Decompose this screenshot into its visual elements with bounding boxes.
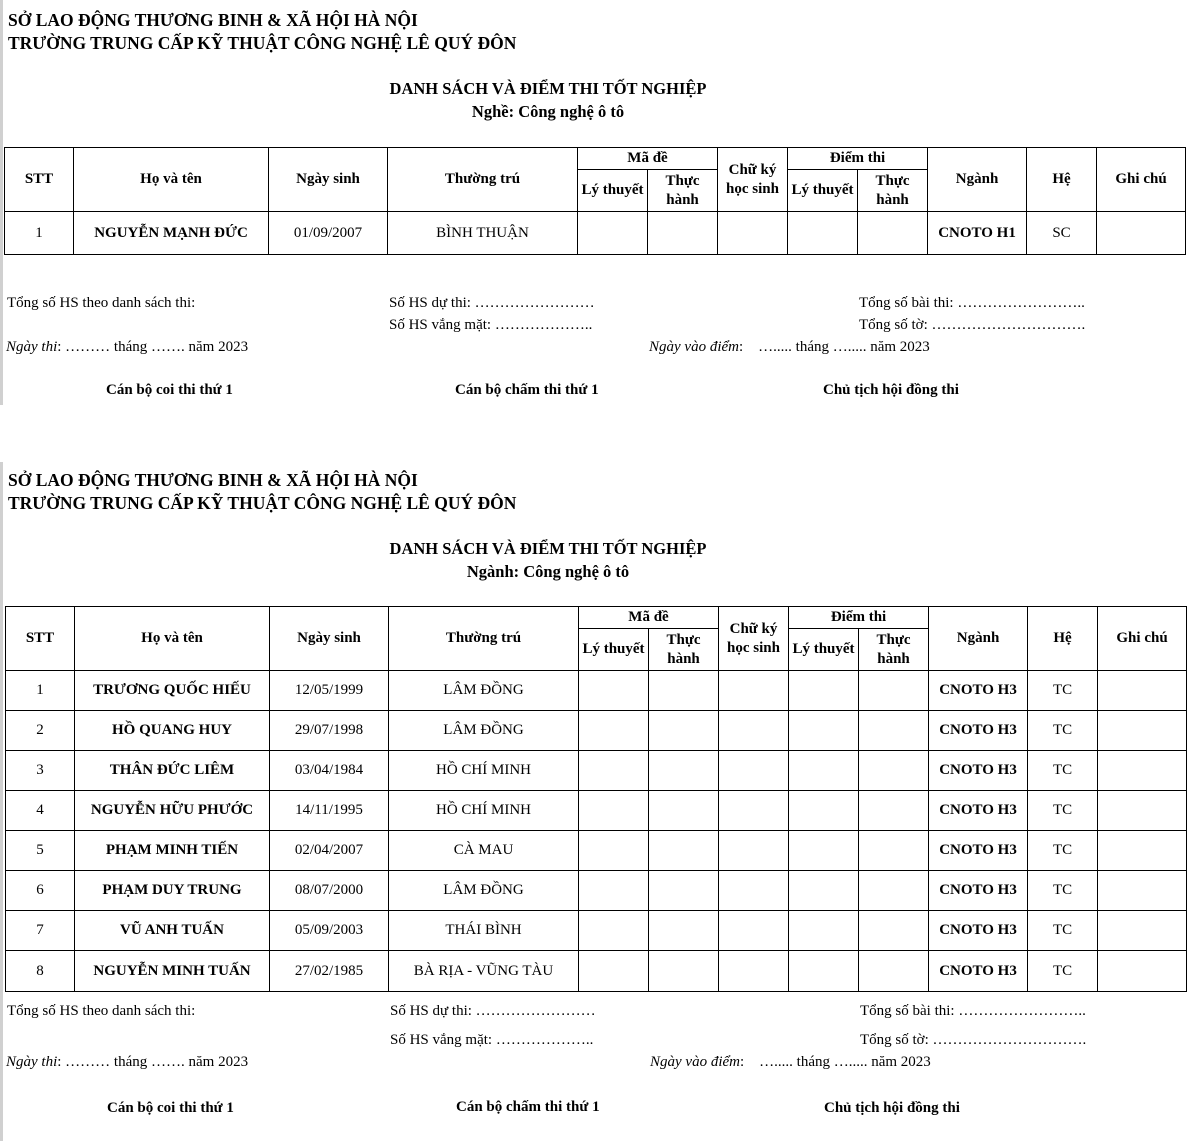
school-name: TRƯỜNG TRUNG CẤP KỸ THUẬT CÔNG NGHỆ LÊ QUÝ ĐÔN xyxy=(8,33,517,53)
score-date-value: : …..... tháng …..... năm 2023 xyxy=(739,1054,931,1070)
cell-major: CNOTO H3 xyxy=(929,911,1028,951)
document-title: DANH SÁCH VÀ ĐIỂM THI TỐT NGHIỆP xyxy=(389,79,707,98)
header-residence: Thường trú xyxy=(389,607,579,671)
cell-major: CNOTO H3 xyxy=(929,831,1028,871)
present-count: Số HS dự thi: …………………… xyxy=(389,295,595,311)
header-score-practice: Thực hành xyxy=(858,170,928,212)
header-residence: Thường trú xyxy=(388,148,578,212)
header-signature: Chữ ký học sinh xyxy=(719,607,789,671)
cell-dob: 03/04/1984 xyxy=(270,751,389,791)
cell-exam-code-theory[interactable] xyxy=(579,951,649,992)
cell-exam-code-theory[interactable] xyxy=(579,791,649,831)
cell-system: TC xyxy=(1028,671,1098,711)
cell-system: TC xyxy=(1028,871,1098,911)
cell-note[interactable] xyxy=(1098,831,1187,871)
cell-score-theory[interactable] xyxy=(789,871,859,911)
cell-score-practice[interactable] xyxy=(859,871,929,911)
present-count: Số HS dự thi: …………………… xyxy=(390,1003,596,1019)
student-table xyxy=(4,147,1186,255)
cell-exam-code-practice[interactable] xyxy=(648,212,718,255)
cell-note[interactable] xyxy=(1098,871,1187,911)
cell-name: HỒ QUANG HUY xyxy=(75,711,270,751)
total-list-label: Tổng số HS theo danh sách thi: xyxy=(7,1003,196,1019)
header-note: Ghi chú xyxy=(1097,148,1186,212)
cell-signature[interactable] xyxy=(719,951,789,992)
table-row xyxy=(6,751,1187,791)
cell-residence: BÀ RỊA - VŨNG TÀU xyxy=(389,951,579,992)
header-system: Hệ xyxy=(1027,148,1097,212)
cell-exam-code-practice[interactable] xyxy=(649,871,719,911)
cell-exam-code-practice[interactable] xyxy=(649,671,719,711)
cell-system: TC xyxy=(1028,831,1098,871)
header-score: Điểm thi xyxy=(788,148,928,170)
cell-exam-code-theory[interactable] xyxy=(579,671,649,711)
score-date xyxy=(650,1053,931,1071)
signature-chairman: Chủ tịch hội đồng thi xyxy=(824,1100,960,1116)
cell-score-practice[interactable] xyxy=(858,212,928,255)
cell-residence: LÂM ĐỒNG xyxy=(389,671,579,711)
cell-residence: HỒ CHÍ MINH xyxy=(389,791,579,831)
signature-proctor: Cán bộ coi thi thứ 1 xyxy=(107,1100,234,1116)
header-exam-code-practice: Thực hành xyxy=(649,629,719,671)
cell-system: TC xyxy=(1028,951,1098,992)
cell-exam-code-theory[interactable] xyxy=(579,911,649,951)
school-name: TRƯỜNG TRUNG CẤP KỸ THUẬT CÔNG NGHỆ LÊ QUÝ ĐÔN xyxy=(8,493,517,513)
cell-note[interactable] xyxy=(1097,212,1186,255)
cell-score-practice[interactable] xyxy=(859,711,929,751)
cell-dob: 05/09/2003 xyxy=(270,911,389,951)
exam-date-value: : ……… tháng ……. năm 2023 xyxy=(57,339,249,355)
header-score-theory: Lý thuyết xyxy=(789,629,859,671)
cell-major: CNOTO H3 xyxy=(929,671,1028,711)
cell-note[interactable] xyxy=(1098,711,1187,751)
sheet-edge-gridline xyxy=(0,0,3,405)
table-row xyxy=(6,671,1187,711)
cell-name: THÂN ĐỨC LIÊM xyxy=(75,751,270,791)
cell-signature[interactable] xyxy=(719,791,789,831)
cell-name: TRƯƠNG QUỐC HIẾU xyxy=(75,671,270,711)
cell-exam-code-practice[interactable] xyxy=(649,711,719,751)
student-rows xyxy=(6,671,1187,992)
cell-stt: 7 xyxy=(6,911,75,951)
header-score: Điểm thi xyxy=(789,607,929,629)
cell-score-practice[interactable] xyxy=(859,911,929,951)
header-score-theory: Lý thuyết xyxy=(788,170,858,212)
cell-score-practice[interactable] xyxy=(859,831,929,871)
cell-note[interactable] xyxy=(1098,671,1187,711)
cell-note[interactable] xyxy=(1098,911,1187,951)
document-subtitle: Ngành: Công nghệ ô tô xyxy=(466,562,630,581)
cell-residence: LÂM ĐỒNG xyxy=(389,871,579,911)
absent-count: Số HS vắng mặt: ……………….. xyxy=(389,317,593,333)
absent-count: Số HS vắng mặt: ……………….. xyxy=(390,1032,594,1048)
table-row xyxy=(6,911,1187,951)
cell-system: TC xyxy=(1028,791,1098,831)
cell-stt: 8 xyxy=(6,951,75,992)
cell-system: SC xyxy=(1027,212,1097,255)
cell-score-theory[interactable] xyxy=(789,791,859,831)
header-dob: Ngày sinh xyxy=(269,148,388,212)
cell-system: TC xyxy=(1028,911,1098,951)
exam-date-label: Ngày thi xyxy=(6,1054,58,1070)
signature-proctor: Cán bộ coi thi thứ 1 xyxy=(106,382,233,398)
cell-residence: LÂM ĐỒNG xyxy=(389,711,579,751)
cell-name: NGUYỄN HỮU PHƯỚC xyxy=(75,791,270,831)
cell-name: NGUYỄN MINH TUẤN xyxy=(75,951,270,992)
cell-note[interactable] xyxy=(1098,951,1187,992)
cell-stt: 2 xyxy=(6,711,75,751)
header-stt: STT xyxy=(5,148,74,212)
cell-residence: HỒ CHÍ MINH xyxy=(389,751,579,791)
cell-residence: THÁI BÌNH xyxy=(389,911,579,951)
signature-chairman: Chủ tịch hội đồng thi xyxy=(823,382,959,398)
student-table xyxy=(5,606,1187,992)
cell-name: PHẠM MINH TIẾN xyxy=(75,831,270,871)
header-stt: STT xyxy=(6,607,75,671)
cell-score-theory[interactable] xyxy=(789,951,859,992)
cell-system: TC xyxy=(1028,711,1098,751)
cell-exam-code-practice[interactable] xyxy=(649,911,719,951)
header-exam-code-theory: Lý thuyết xyxy=(578,170,648,212)
total-sheets: Tổng số tờ: …………………………. xyxy=(859,317,1086,333)
cell-note[interactable] xyxy=(1098,791,1187,831)
header-signature: Chữ ký học sinh xyxy=(718,148,788,212)
table-row xyxy=(6,831,1187,871)
total-list-label: Tổng số HS theo danh sách thi: xyxy=(7,295,196,311)
cell-name: NGUYỄN MẠNH ĐỨC xyxy=(74,212,269,255)
header-exam-code: Mã đề xyxy=(578,148,718,170)
cell-exam-code-theory[interactable] xyxy=(579,751,649,791)
cell-name: VŨ ANH TUẤN xyxy=(75,911,270,951)
header-exam-code: Mã đề xyxy=(579,607,719,629)
cell-stt: 1 xyxy=(6,671,75,711)
cell-score-theory[interactable] xyxy=(789,751,859,791)
score-date-label: Ngày vào điểm xyxy=(649,339,739,355)
cell-stt: 3 xyxy=(6,751,75,791)
score-date-label: Ngày vào điểm xyxy=(650,1054,740,1070)
cell-score-theory[interactable] xyxy=(789,831,859,871)
table-row xyxy=(6,711,1187,751)
header-name: Họ và tên xyxy=(75,607,270,671)
cell-system: TC xyxy=(1028,751,1098,791)
exam-date xyxy=(6,1053,248,1071)
header-exam-code-theory: Lý thuyết xyxy=(579,629,649,671)
exam-date xyxy=(6,338,248,356)
cell-dob: 14/11/1995 xyxy=(270,791,389,831)
signature-grader: Cán bộ chấm thi thứ 1 xyxy=(456,1099,600,1115)
cell-exam-code-practice[interactable] xyxy=(649,751,719,791)
cell-exam-code-theory[interactable] xyxy=(578,212,648,255)
cell-signature[interactable] xyxy=(719,871,789,911)
header-dob: Ngày sinh xyxy=(270,607,389,671)
total-sheets: Tổng số tờ: …………………………. xyxy=(860,1032,1087,1048)
cell-stt: 1 xyxy=(5,212,74,255)
cell-major: CNOTO H3 xyxy=(929,951,1028,992)
cell-exam-code-theory[interactable] xyxy=(579,831,649,871)
cell-residence: CÀ MAU xyxy=(389,831,579,871)
cell-residence: BÌNH THUẬN xyxy=(388,212,578,255)
cell-dob: 29/07/1998 xyxy=(270,711,389,751)
cell-signature[interactable] xyxy=(719,831,789,871)
cell-stt: 6 xyxy=(6,871,75,911)
cell-exam-code-theory[interactable] xyxy=(579,871,649,911)
cell-name: PHẠM DUY TRUNG xyxy=(75,871,270,911)
cell-major: CNOTO H1 xyxy=(928,212,1027,255)
exam-date-label: Ngày thi xyxy=(6,339,58,355)
header-note: Ghi chú xyxy=(1098,607,1187,671)
org-name: SỞ LAO ĐỘNG THƯƠNG BINH & XÃ HỘI HÀ NỘI xyxy=(8,470,418,490)
header-major: Ngành xyxy=(928,148,1027,212)
cell-major: CNOTO H3 xyxy=(929,711,1028,751)
cell-score-practice[interactable] xyxy=(859,951,929,992)
header-system: Hệ xyxy=(1028,607,1098,671)
cell-score-practice[interactable] xyxy=(859,791,929,831)
cell-dob: 08/07/2000 xyxy=(270,871,389,911)
cell-dob: 01/09/2007 xyxy=(269,212,388,255)
table-row xyxy=(6,791,1187,831)
cell-exam-code-theory[interactable] xyxy=(579,711,649,751)
document-subtitle: Nghề: Công nghệ ô tô xyxy=(471,102,625,121)
cell-exam-code-practice[interactable] xyxy=(649,791,719,831)
org-name: SỞ LAO ĐỘNG THƯƠNG BINH & XÃ HỘI HÀ NỘI xyxy=(8,10,418,30)
cell-score-theory[interactable] xyxy=(788,212,858,255)
cell-major: CNOTO H3 xyxy=(929,791,1028,831)
cell-stt: 4 xyxy=(6,791,75,831)
header-exam-code-practice: Thực hành xyxy=(648,170,718,212)
cell-dob: 27/02/1985 xyxy=(270,951,389,992)
table-row xyxy=(6,871,1187,911)
cell-score-practice[interactable] xyxy=(859,751,929,791)
cell-stt: 5 xyxy=(6,831,75,871)
cell-exam-code-practice[interactable] xyxy=(649,951,719,992)
header-major: Ngành xyxy=(929,607,1028,671)
cell-major: CNOTO H3 xyxy=(929,871,1028,911)
header-score-practice: Thực hành xyxy=(859,629,929,671)
cell-dob: 02/04/2007 xyxy=(270,831,389,871)
cell-note[interactable] xyxy=(1098,751,1187,791)
cell-score-theory[interactable] xyxy=(789,671,859,711)
table-row xyxy=(5,212,1186,255)
total-papers: Tổng số bài thi: …………………….. xyxy=(859,295,1085,311)
total-papers: Tổng số bài thi: …………………….. xyxy=(860,1003,1086,1019)
cell-signature[interactable] xyxy=(719,911,789,951)
cell-score-theory[interactable] xyxy=(789,711,859,751)
document-title: DANH SÁCH VÀ ĐIỂM THI TỐT NGHIỆP xyxy=(389,539,707,558)
cell-signature[interactable] xyxy=(719,751,789,791)
cell-score-practice[interactable] xyxy=(859,671,929,711)
cell-signature[interactable] xyxy=(719,711,789,751)
table-row xyxy=(6,951,1187,992)
cell-score-theory[interactable] xyxy=(789,911,859,951)
score-date-value: : …..... tháng …..... năm 2023 xyxy=(738,339,930,355)
cell-signature[interactable] xyxy=(719,671,789,711)
cell-exam-code-practice[interactable] xyxy=(649,831,719,871)
score-date xyxy=(649,338,930,356)
header-name: Họ và tên xyxy=(74,148,269,212)
exam-date-value: : ……… tháng ……. năm 2023 xyxy=(57,1054,249,1070)
cell-major: CNOTO H3 xyxy=(929,751,1028,791)
cell-dob: 12/05/1999 xyxy=(270,671,389,711)
signature-grader: Cán bộ chấm thi thứ 1 xyxy=(455,382,599,398)
cell-signature[interactable] xyxy=(718,212,788,255)
